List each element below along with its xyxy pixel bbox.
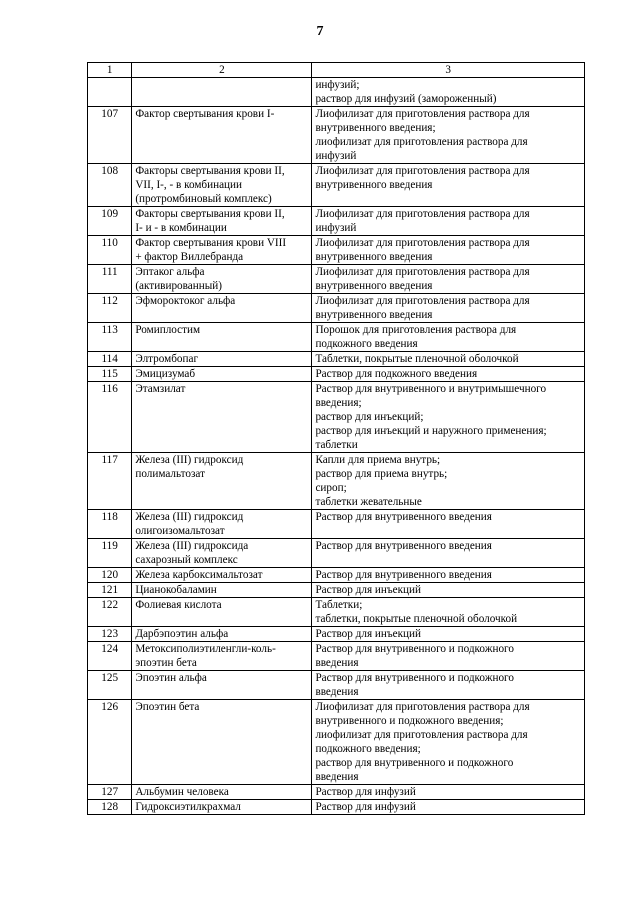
dosage-form-line: Лиофилизат для приготовления раствора для	[315, 208, 530, 220]
drug-name-line: Фактор свертывания крови VIII	[135, 237, 287, 249]
dosage-form-line: введения;	[315, 397, 362, 409]
table-row	[88, 382, 585, 453]
drug-name-line: Дарбэпоэтин альфа	[135, 628, 229, 640]
table-row	[88, 78, 585, 107]
drug-name-line: Метоксиполиэтиленгли-коль-	[135, 643, 276, 655]
dosage-form-line: Раствор для внутривенного введения	[315, 511, 492, 523]
table-row	[88, 598, 585, 627]
drug-name-line: сахарозный комплекс	[135, 554, 238, 566]
drug-name-line: Элтромбопаг	[135, 353, 199, 365]
drug-name-cell	[132, 800, 312, 815]
row-number: 117	[88, 453, 132, 510]
table-row	[88, 265, 585, 294]
dosage-form-line: подкожного введения;	[315, 743, 421, 755]
drug-name-cell	[132, 294, 312, 323]
row-number: 109	[88, 207, 132, 236]
dosage-form-cell	[312, 510, 585, 539]
drug-name-cell	[132, 627, 312, 642]
row-number: 128	[88, 800, 132, 815]
drug-name-line: Факторы свертывания крови II,	[135, 208, 285, 220]
table-row	[88, 568, 585, 583]
table-row	[88, 510, 585, 539]
drug-name-cell	[132, 453, 312, 510]
row-number: 123	[88, 627, 132, 642]
row-number: 126	[88, 700, 132, 785]
dosage-form-line: раствор для внутривенного и подкожного	[315, 757, 514, 769]
dosage-form-line: раствор для инъекций и наружного применения;	[315, 425, 547, 437]
dosage-form-line: внутривенного введения;	[315, 122, 436, 134]
drug-name-line: Эптаког альфа	[135, 266, 205, 278]
drug-name-cell	[132, 382, 312, 453]
dosage-form-line: таблетки, покрытые пленочной оболочкой	[315, 613, 518, 625]
dosage-form-line: таблетки	[315, 439, 358, 451]
dosage-form-line: Таблетки;	[315, 599, 363, 611]
column-header-3: 3	[312, 63, 585, 78]
dosage-form-line: подкожного введения	[315, 338, 418, 350]
drug-name-line: Фактор свертывания крови I-	[135, 108, 275, 120]
row-number: 122	[88, 598, 132, 627]
dosage-form-line: введения	[315, 657, 359, 669]
table-row	[88, 785, 585, 800]
table-row	[88, 352, 585, 367]
dosage-form-line: введения	[315, 686, 359, 698]
dosage-form-line: внутривенного введения	[315, 251, 433, 263]
dosage-form-line: инфузий;	[315, 79, 360, 91]
dosage-form-cell	[312, 382, 585, 453]
row-number: 108	[88, 164, 132, 207]
dosage-form-line: введения	[315, 771, 359, 783]
dosage-form-line: внутривенного введения	[315, 179, 433, 191]
dosage-form-cell	[312, 207, 585, 236]
dosage-form-line: внутривенного введения	[315, 309, 433, 321]
table-row	[88, 323, 585, 352]
column-header-1: 1	[88, 63, 132, 78]
drug-name-line: Гидроксиэтилкрахмал	[135, 801, 241, 813]
drug-name-cell	[132, 352, 312, 367]
drug-name-cell	[132, 700, 312, 785]
table-row	[88, 583, 585, 598]
dosage-form-line: Раствор для подкожного введения	[315, 368, 478, 380]
table-row	[88, 627, 585, 642]
row-number	[88, 78, 132, 107]
dosage-form-line: внутривенного введения	[315, 280, 433, 292]
dosage-form-line: Таблетки, покрытые пленочной оболочкой	[315, 353, 519, 365]
drug-name-line: Цианокобаламин	[135, 584, 217, 596]
drug-name-cell	[132, 785, 312, 800]
table-row	[88, 207, 585, 236]
dosage-form-line: инфузий	[315, 222, 357, 234]
drug-name-cell	[132, 164, 312, 207]
row-number: 121	[88, 583, 132, 598]
dosage-form-cell	[312, 539, 585, 568]
dosage-form-line: Раствор для внутривенного введения	[315, 540, 492, 552]
header-row	[88, 63, 585, 78]
dosage-form-cell	[312, 78, 585, 107]
dosage-form-line: Лиофилизат для приготовления раствора для	[315, 701, 530, 713]
dosage-form-line: Раствор для инъекций	[315, 628, 422, 640]
dosage-form-cell	[312, 800, 585, 815]
drug-table	[87, 62, 585, 815]
dosage-form-cell	[312, 568, 585, 583]
drug-name-line: полимальтозат	[135, 468, 205, 480]
drug-name-line: VII, I-, - в комбинации	[135, 179, 243, 191]
page-number: 7	[316, 24, 324, 39]
dosage-form-line: Лиофилизат для приготовления раствора для	[315, 108, 530, 120]
dosage-form-cell	[312, 367, 585, 382]
row-number: 125	[88, 671, 132, 700]
dosage-form-cell	[312, 453, 585, 510]
dosage-form-line: Раствор для внутривенного и подкожного	[315, 672, 514, 684]
drug-name-line: олигоизомальтозат	[135, 525, 225, 537]
drug-name-cell	[132, 236, 312, 265]
row-number: 127	[88, 785, 132, 800]
dosage-form-cell	[312, 785, 585, 800]
row-number: 114	[88, 352, 132, 367]
dosage-form-line: раствор для инъекций;	[315, 411, 424, 423]
table-row	[88, 367, 585, 382]
row-number: 115	[88, 367, 132, 382]
dosage-form-line: Лиофилизат для приготовления раствора для	[315, 266, 530, 278]
drug-name-cell	[132, 539, 312, 568]
dosage-form-cell	[312, 583, 585, 598]
drug-name-cell	[132, 107, 312, 164]
row-number: 119	[88, 539, 132, 568]
dosage-form-line: Раствор для внутривенного и внутримышечного	[315, 383, 547, 395]
column-header-2: 2	[132, 63, 312, 78]
drug-name-cell	[132, 671, 312, 700]
drug-name-line: Ромиплостим	[135, 324, 201, 336]
dosage-form-line: Раствор для внутривенного введения	[315, 569, 492, 581]
table-row	[88, 164, 585, 207]
row-number: 116	[88, 382, 132, 453]
dosage-form-cell	[312, 642, 585, 671]
dosage-form-line: внутривенного и подкожного введения;	[315, 715, 504, 727]
dosage-form-line: Капли для приема внутрь;	[315, 454, 441, 466]
table-row	[88, 236, 585, 265]
dosage-form-cell	[312, 164, 585, 207]
dosage-form-line: Раствор для инъекций	[315, 584, 422, 596]
dosage-form-line: лиофилизат для приготовления раствора для	[315, 729, 528, 741]
dosage-form-cell	[312, 236, 585, 265]
drug-name-line: Железа (III) гидроксид	[135, 511, 244, 523]
dosage-form-cell	[312, 352, 585, 367]
drug-name-line: Железа (III) гидроксид	[135, 454, 244, 466]
drug-name-cell	[132, 598, 312, 627]
table-row	[88, 294, 585, 323]
dosage-form-line: Раствор для инфузий	[315, 786, 416, 798]
row-number: 120	[88, 568, 132, 583]
table-row	[88, 671, 585, 700]
dosage-form-cell	[312, 323, 585, 352]
drug-name-line: Фолиевая кислота	[135, 599, 222, 611]
row-number: 111	[88, 265, 132, 294]
row-number: 118	[88, 510, 132, 539]
table-row	[88, 453, 585, 510]
drug-name-line: Эпоэтин бета	[135, 701, 200, 713]
row-number: 124	[88, 642, 132, 671]
dosage-form-line: Лиофилизат для приготовления раствора для	[315, 295, 530, 307]
dosage-form-cell	[312, 294, 585, 323]
drug-name-line: Эмицизумаб	[135, 368, 196, 380]
drug-name-cell	[132, 568, 312, 583]
drug-name-line: эпоэтин бета	[135, 657, 197, 669]
dosage-form-line: раствор для инфузий (замороженный)	[315, 93, 497, 105]
drug-name-line: Альбумин человека	[135, 786, 229, 798]
dosage-form-line: таблетки жевательные	[315, 496, 422, 508]
drug-name-line: + фактор Виллебранда	[135, 251, 244, 263]
dosage-form-cell	[312, 598, 585, 627]
drug-name-line: Железа карбоксимальтозат	[135, 569, 263, 581]
dosage-form-line: инфузий	[315, 150, 357, 162]
drug-name-cell	[132, 367, 312, 382]
dosage-form-line: Лиофилизат для приготовления раствора для	[315, 165, 530, 177]
row-number: 112	[88, 294, 132, 323]
table-row	[88, 642, 585, 671]
dosage-form-line: Раствор для внутривенного и подкожного	[315, 643, 514, 655]
drug-name-cell	[132, 78, 312, 107]
drug-name-line: Железа (III) гидроксида	[135, 540, 249, 552]
dosage-form-line: раствор для приема внутрь;	[315, 468, 448, 480]
drug-name-cell	[132, 323, 312, 352]
dosage-form-line: Порошок для приготовления раствора для	[315, 324, 517, 336]
drug-name-line: Эфмороктоког альфа	[135, 295, 236, 307]
drug-name-cell	[132, 583, 312, 598]
dosage-form-line: лиофилизат для приготовления раствора для	[315, 136, 528, 148]
drug-name-cell	[132, 510, 312, 539]
drug-name-line: Эпоэтин альфа	[135, 672, 207, 684]
row-number: 113	[88, 323, 132, 352]
table-row	[88, 107, 585, 164]
table-body	[88, 78, 585, 815]
drug-name-cell	[132, 265, 312, 294]
drug-name-cell	[132, 207, 312, 236]
table-row	[88, 539, 585, 568]
drug-name-line: (активированный)	[135, 280, 222, 292]
drug-name-cell	[132, 642, 312, 671]
table-row	[88, 800, 585, 815]
drug-name-line: Факторы свертывания крови II,	[135, 165, 285, 177]
dosage-form-cell	[312, 700, 585, 785]
dosage-form-cell	[312, 671, 585, 700]
dosage-form-cell	[312, 627, 585, 642]
row-number: 107	[88, 107, 132, 164]
dosage-form-line: сироп;	[315, 482, 347, 494]
dosage-form-cell	[312, 265, 585, 294]
row-number: 110	[88, 236, 132, 265]
drug-name-line: I- и - в комбинации	[135, 222, 227, 234]
dosage-form-line: Раствор для инфузий	[315, 801, 416, 813]
drug-name-line: Этамзилат	[135, 383, 186, 395]
drug-name-line: (протромбиновый комплекс)	[135, 193, 272, 205]
dosage-form-line: Лиофилизат для приготовления раствора для	[315, 237, 530, 249]
dosage-form-cell	[312, 107, 585, 164]
table-row	[88, 700, 585, 785]
